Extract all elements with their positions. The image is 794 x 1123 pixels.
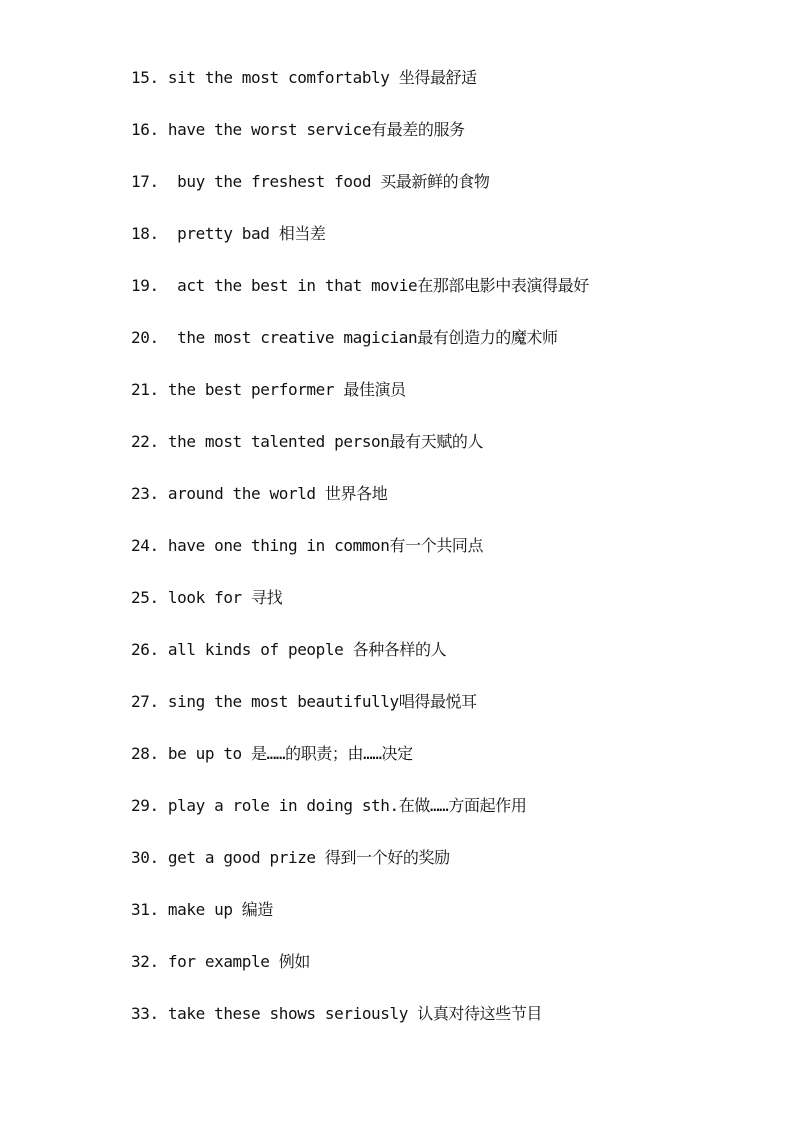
- list-item: 33. take these shows seriously 认真对待这些节目: [131, 1004, 543, 1023]
- list-item: 31. make up 编造: [131, 900, 273, 919]
- list-item: 19. act the best in that movie在那部电影中表演得最好: [131, 276, 589, 295]
- list-item: 21. the best performer 最佳演员: [131, 380, 406, 399]
- list-item: 29. play a role in doing sth.在做……方面起作用: [131, 796, 527, 815]
- list-item: 22. the most talented person最有天赋的人: [131, 432, 484, 451]
- list-item: 18. pretty bad 相当差: [131, 224, 326, 243]
- list-item: 32. for example 例如: [131, 952, 310, 971]
- list-item: 30. get a good prize 得到一个好的奖励: [131, 848, 450, 867]
- list-item: 27. sing the most beautifully唱得最悦耳: [131, 692, 477, 711]
- list-item: 28. be up to 是……的职责；由……决定: [131, 744, 413, 763]
- list-item: 17. buy the freshest food 买最新鲜的食物: [131, 172, 490, 191]
- list-item: 20. the most creative magician最有创造力的魔术师: [131, 328, 558, 347]
- list-item: 24. have one thing in common有一个共同点: [131, 536, 484, 555]
- list-item: 16. have the worst service有最差的服务: [131, 120, 465, 139]
- list-item: 26. all kinds of people 各种各样的人: [131, 640, 447, 659]
- list-item: 23. around the world 世界各地: [131, 484, 388, 503]
- list-item: 15. sit the most comfortably 坐得最舒适: [131, 68, 477, 87]
- list-item: 25. look for 寻找: [131, 588, 283, 607]
- phrase-list: [131, 66, 589, 1054]
